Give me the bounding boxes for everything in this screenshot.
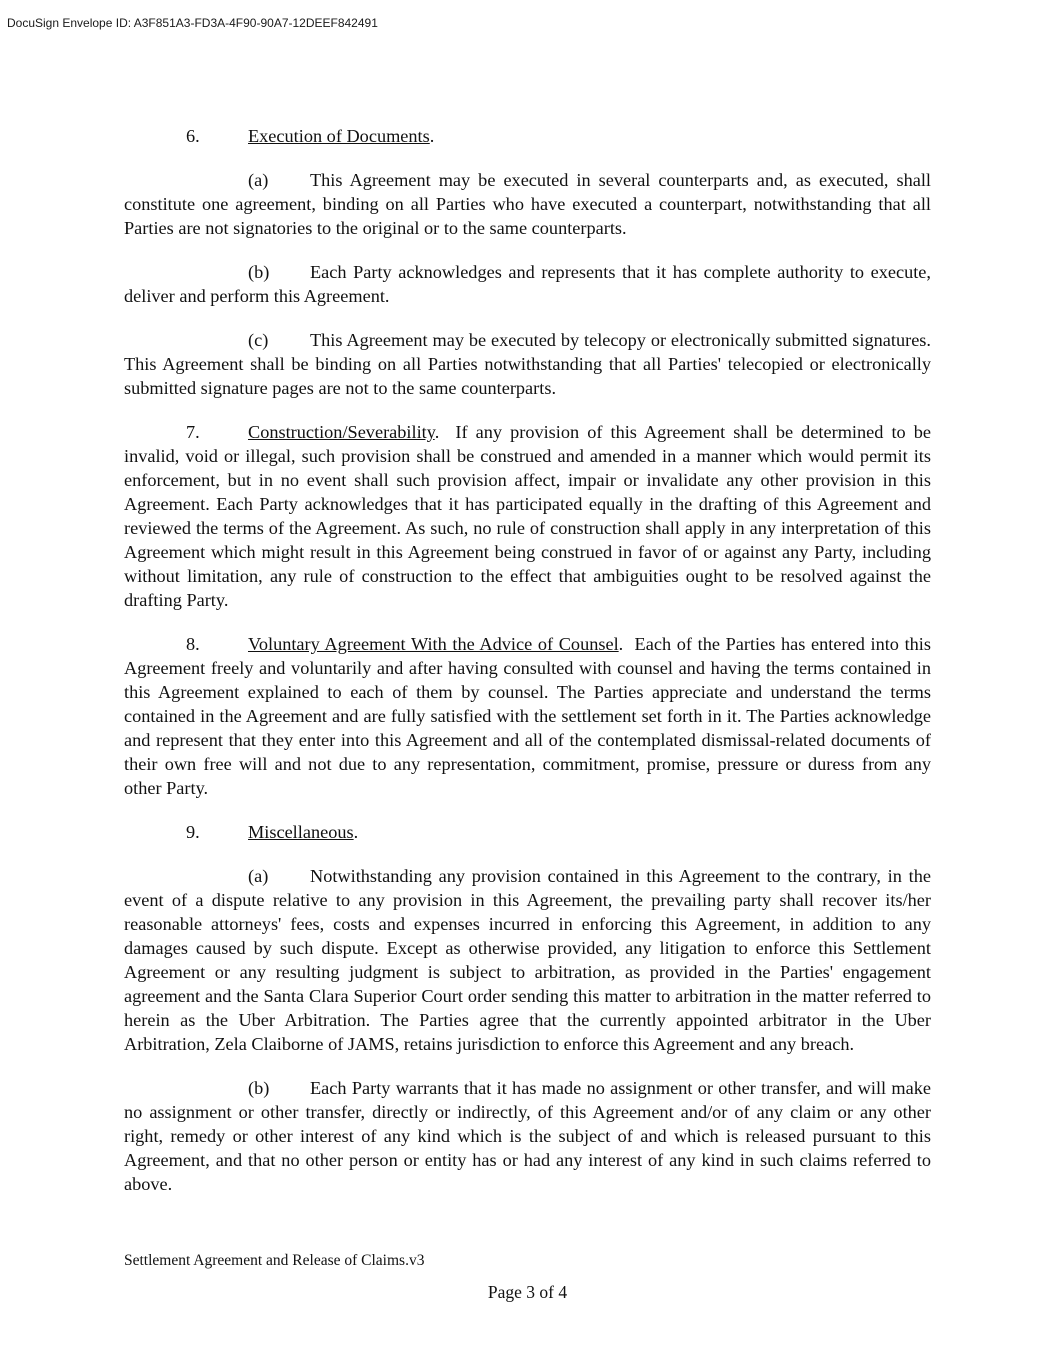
footer-document-name: Settlement Agreement and Release of Claims.v3	[124, 1252, 425, 1269]
section-6c-paragraph	[124, 328, 931, 400]
document-body	[124, 124, 931, 1216]
section-9-heading: 9. Miscellaneous.	[186, 822, 359, 842]
clause-label: (b)	[248, 262, 270, 282]
clause-text: Notwithstanding any provision contained in this Agreement to the contrary, in the event of a dispute relative to any provision in this Agreement, the prevailing party shall recover its/her reasonable attorneys' fees, costs and expenses incurred in enforcing this Agreement, in addition to any damages caused by such dispute. Except as otherwise provided, any litigation to enforce this Settlement Agreement or any resulting judgment is subject to arbitration, as provided in the Parties' engagement agreement and the Santa Clara Superior Court order sending this matter to arbitration in the matter referred to herein as the Uber Arbitration. The Parties agree that the currently appointed arbitrator in the Uber Arbitration, Zela Claiborne of JAMS, retains jurisdiction to enforce this Agreement and any breach.	[124, 866, 931, 1054]
clause-label: (a)	[248, 170, 269, 190]
section-text: Each of the Parties has entered into this Agreement freely and voluntarily and after having consulted with counsel and having the terms contained in this Agreement explained to each of them by counsel. The Parties appreciate and understand the terms contained in the Agreement and are fully satisfied with the settlement set forth in it. The Parties acknowledge and represent that they enter into this Agreement and all of the contemplated dismissal-related documents of their own free will and not due to any representation, commitment, promise, pressure or duress from any other Party.	[124, 634, 931, 798]
section-title: Voluntary Agreement With the Advice of Counsel	[248, 634, 619, 654]
section-title: Miscellaneous	[248, 822, 354, 842]
clause-text: This Agreement may be executed by telecopy or electronically submitted signatures. This Agreement shall be binding on all Parties notwithstanding that all Parties' telecopied or electronically submitted signature pages are not to the same counterparts.	[124, 330, 931, 398]
clause-text: Each Party acknowledges and represents that it has complete authority to execute, deliver and perform this Agreement.	[124, 262, 931, 306]
clause-text: This Agreement may be executed in several counterparts and, as executed, shall constitute one agreement, binding on all Parties who have executed a counterpart, notwithstanding that all Parties are not signatories to the original or to the same counterparts.	[124, 170, 931, 238]
section-6-heading: 6. Execution of Documents.	[186, 126, 435, 146]
section-number: 6.	[186, 126, 200, 146]
section-text: If any provision of this Agreement shall be determined to be invalid, void or illegal, such provision shall be construed and amended in a manner which would permit its enforcement, but in no event shall such provision affect, impair or invalidate any other provision in this Agreement. Each Party acknowledges that it has participated equally in the drafting of this Agreement and reviewed the terms of the Agreement. As such, no rule of construction shall apply in any interpretation of this Agreement which might result in this Agreement being construed in favor of or against any Party, including without limitation, any rule of construction to the effect that ambiguities ought to be resolved against the drafting Party.	[124, 422, 931, 610]
section-6b-paragraph	[124, 260, 931, 308]
section-title: Execution of Documents	[248, 126, 430, 146]
section-number: 7.	[186, 422, 200, 442]
page-number: Page 3 of 4	[487, 1282, 568, 1302]
section-9b-paragraph	[124, 1076, 931, 1196]
section-9a-paragraph	[124, 864, 931, 1056]
clause-text: Each Party warrants that it has made no assignment or other transfer, and will make no assignment or other transfer, directly or indirectly, of this Agreement and/or of any claim or any other right, remedy or other interest of any kind which is the subject of and which is released pursuant to this Agreement, and that no other person or entity has or had any interest of any kind in such claims referred to above.	[124, 1078, 931, 1194]
section-6a-paragraph	[124, 168, 931, 240]
section-title: Construction/Severability	[248, 422, 435, 442]
clause-label: (a)	[248, 866, 269, 886]
docusign-envelope-id: DocuSign Envelope ID: A3F851A3-FD3A-4F90-90A7-12DEEF842491	[7, 16, 378, 30]
clause-label: (c)	[248, 330, 269, 350]
clause-label: (b)	[248, 1078, 270, 1098]
section-8-paragraph: 8. Voluntary Agreement With the Advice of Counsel. Each of the Parties has entered into this Agreement freely and voluntarily and after having consulted with counsel and having the terms contained in this Agreement explained to each of them by counsel. The Parties appreciate and understand the terms contained in the Agreement and are fully satisfied with the settlement set forth in it. The Parties acknowledge and represent that they enter into this Agreement and all of the contemplated dismissal-related documents of their own free will and not due to any representation, commitment, promise, pressure or duress from any other Party.	[124, 634, 931, 798]
section-7-paragraph: 7. Construction/Severability. If any provision of this Agreement shall be determined to be invalid, void or illegal, such provision shall be construed and amended in a manner which would permit its enforcement, but in no event shall such provision affect, impair or invalidate any other provision in this Agreement. Each Party acknowledges that it has participated equally in the drafting of this Agreement and reviewed the terms of the Agreement. As such, no rule of construction shall apply in any interpretation of this Agreement which might result in this Agreement being construed in favor of or against any Party, including without limitation, any rule of construction to the effect that ambiguities ought to be resolved against the drafting Party.	[124, 422, 931, 610]
section-number: 8.	[186, 634, 200, 654]
section-number: 9.	[186, 822, 200, 842]
